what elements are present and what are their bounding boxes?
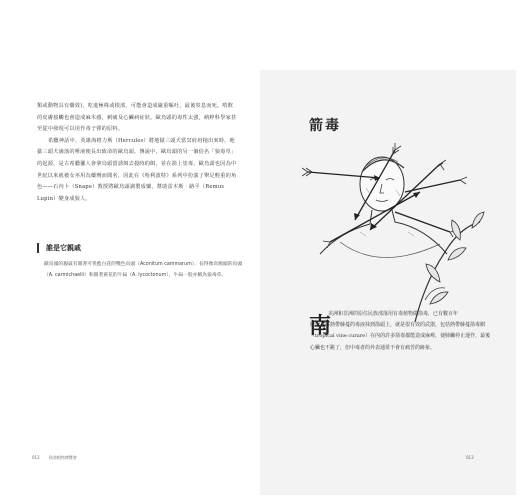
left-footer [32, 455, 85, 461]
chapter-title: 箭毒 [309, 118, 341, 134]
sidebar-heading: 誰是它親戚 [37, 243, 247, 253]
page-number-left: 012 [32, 455, 40, 460]
body-text [37, 101, 237, 205]
paragraph-2: 希臘神話中，英雄海格力斯（Hercules）將地獄三頭犬當冥府府拖出來時，地獄三頭犬滴落的唾液便長出致命的歐烏頭。傳說中，歐烏頭的另一個俗名「狼毒草」的起源，是古希臘獵人會拿烏頭當誘餌去殺時的餌，並在箭上塗毒。歐烏頭也因為中世紀以來就被女巫用為藥劑而聞名，因此在《哈利波特》系列中扮演了舉足輕重的角色——石內卜（Snape）教授將歐烏頭調製成藥，幫助雷木斯‧路平（Remus Lupin）變身成狼人。 [37, 137, 237, 202]
paragraph-1: 類或動物具有藥效)，吃進極株或根部，可能會造成嚴重嘔吐，最後窒息而死。啃飲的皮膚接觸也會造成麻木感、刺痛及心臟病症狀。歐烏頭的毒性太強，納粹科學家甚至從中發現可以用作毒子彈的原料。 [37, 103, 237, 133]
dropcap: 南 [309, 313, 332, 339]
page-number-right: 013 [466, 455, 474, 460]
chapter-first-line: 美洲和非洲的原住民族部落用有毒植物做箭毒，已有數百年 [328, 311, 459, 317]
relatives-sidebar [37, 243, 247, 281]
book-title: 致命植物博覽會 [48, 455, 77, 460]
chapter-body-text [310, 309, 493, 354]
arrow-pierced-figure-illustration [300, 132, 500, 322]
right-page [260, 70, 516, 495]
chapter-body: 歷史。將熱帶藤蔓的毒液抹到箭頭上，就是很有效的武器，包括熱帶藤蔓箭毒樹（tropical vine curare）在內的許多箭毒都能造成麻痺，使肺臟停止運作，最後心臟也不跳了，但中毒者的外表通常不會有痛苦的跡象。 [310, 322, 491, 351]
sidebar-text: 歐烏頭的親戚有開著可愛藍白花的雙色烏頭（Aconitum cammarum）、長得像烏鴉頭的烏頭（A. carmichaelii）和開著黃花的牛扁（A. lycoctonum），牛扁一般亦稱為狼毒草。 [44, 262, 243, 278]
